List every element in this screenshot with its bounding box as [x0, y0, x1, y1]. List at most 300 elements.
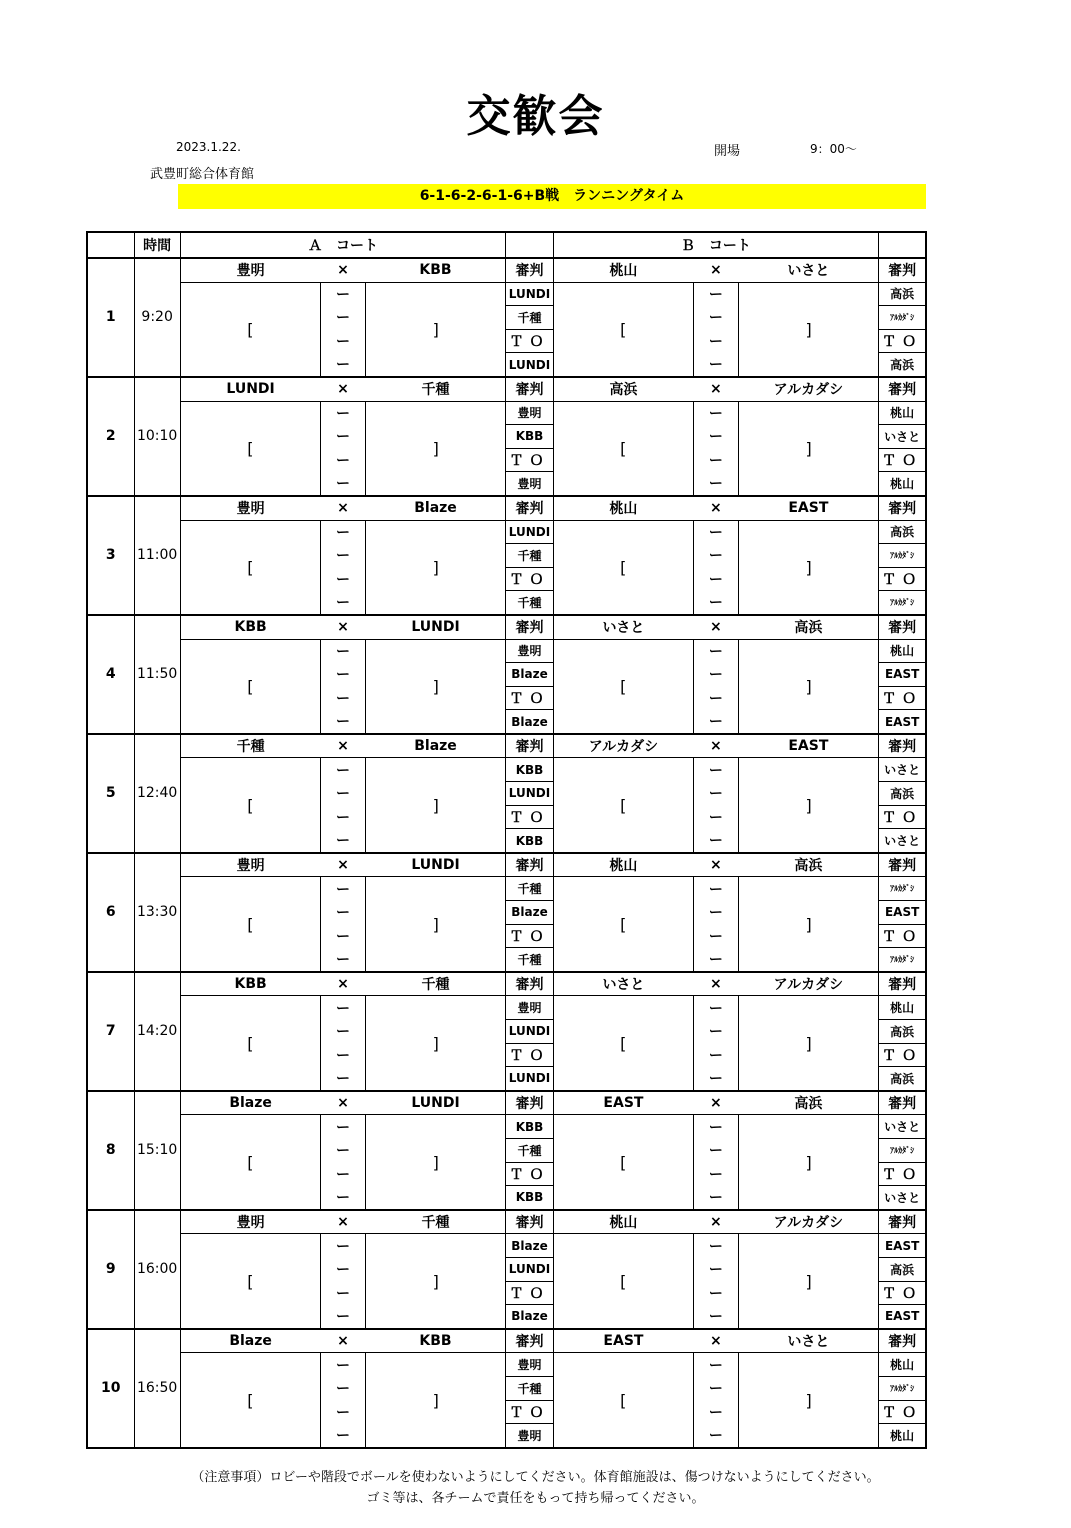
court-b-quarter-dash: ー — [708, 690, 723, 707]
court-a-to-label: ＴＯ — [506, 1162, 553, 1186]
court-b-quarter-dash: ー — [693, 520, 738, 544]
court-b-to-label: ＴＯ — [879, 805, 926, 829]
court-b-quarter-dash: ー — [708, 1285, 723, 1302]
court-a-home-team: LUNDI — [180, 377, 320, 401]
court-b-quarter-dash: ー — [708, 572, 723, 589]
court-a-referee-2: LUNDI — [506, 1020, 553, 1044]
court-b-quarter-dash: ー — [708, 809, 723, 826]
court-b-quarter-dash: ー — [693, 877, 738, 901]
court-a-quarter-dash: ー — [336, 786, 351, 803]
game-time: 11:00 — [134, 496, 180, 615]
court-b-referee-2: EAST — [879, 901, 926, 925]
score-row — [87, 1353, 926, 1377]
court-a-to-label: ＴＯ — [506, 329, 553, 353]
game-number: 5 — [87, 734, 134, 853]
header-time: 時間 — [134, 232, 180, 258]
game-row — [87, 1210, 926, 1234]
event-date: 2023.1.22. — [176, 140, 241, 154]
court-b-home-team: EAST — [553, 1091, 693, 1115]
court-a-to-team: 千種 — [506, 948, 553, 972]
court-a-score-left-bracket: [ — [180, 1234, 320, 1329]
court-b-referee-2: EAST — [879, 663, 926, 687]
game-time: 13:30 — [134, 853, 180, 972]
court-b-to-label: ＴＯ — [879, 448, 926, 472]
court-b-quarter-dash: ー — [693, 1424, 738, 1448]
court-a-referee-1: 豊明 — [506, 639, 553, 663]
venue: 武豊町総合体育館 — [150, 167, 255, 182]
court-b-vs: × — [693, 734, 738, 758]
score-row — [87, 1115, 926, 1139]
court-a-quarter-dash: ー — [321, 829, 366, 853]
court-b-quarter-dash: ー — [708, 1381, 723, 1398]
court-a-quarter-dash: ー — [336, 905, 351, 922]
court-b-vs: × — [693, 377, 738, 401]
court-a-referee-2: 千種 — [506, 1138, 553, 1162]
notice-line-2: ゴミ等は、各チームで責任をもって持ち帰ってください。 — [366, 1491, 705, 1506]
court-b-referee-2: ｱﾙｶﾀﾞｼ — [879, 306, 926, 330]
court-a-referee-header: 審判 — [506, 1210, 553, 1234]
court-a-vs: × — [321, 1091, 366, 1115]
court-a-score-left-bracket: [ — [180, 1115, 320, 1210]
court-b-home-team: いさと — [553, 972, 693, 996]
court-a-to-label: ＴＯ — [506, 805, 553, 829]
court-b-quarter-dash: ー — [708, 310, 723, 327]
court-a-to-team: LUNDI — [506, 1067, 553, 1091]
court-b-quarter-dash: ー — [693, 710, 738, 734]
game-number: 4 — [87, 615, 134, 734]
court-b-score-left-bracket: [ — [553, 639, 693, 734]
court-b-quarter-dash: ー — [693, 353, 738, 377]
court-a-vs: × — [321, 258, 366, 282]
schedule-table — [86, 231, 927, 1449]
court-b-to-label: ＴＯ — [879, 1281, 926, 1305]
court-a-quarter-dash: ー — [336, 1262, 351, 1279]
court-b-quarter-dash: ー — [693, 282, 738, 306]
game-time: 16:50 — [134, 1329, 180, 1448]
court-b-referee-2: ｱﾙｶﾀﾞｼ — [879, 1376, 926, 1400]
court-a-quarter-dash: ー — [321, 282, 366, 306]
court-b-quarter-dash: ー — [693, 591, 738, 615]
game-row — [87, 258, 926, 282]
court-b-to-team: EAST — [879, 1305, 926, 1329]
court-a-quarter-dash: ー — [336, 809, 351, 826]
court-b-away-team: EAST — [738, 496, 878, 520]
court-b-quarter-dash: ー — [693, 1067, 738, 1091]
court-a-to-label: ＴＯ — [506, 686, 553, 710]
court-a-score-right-bracket: ] — [366, 996, 506, 1091]
court-a-score-right-bracket: ] — [366, 639, 506, 734]
court-b-quarter-dash: ー — [708, 453, 723, 470]
court-a-referee-header: 審判 — [506, 496, 553, 520]
court-b-vs: × — [693, 1329, 738, 1353]
court-b-score-right-bracket: ] — [738, 996, 878, 1091]
court-b-referee-header: 審判 — [879, 1091, 926, 1115]
court-a-home-team: 豊明 — [180, 258, 320, 282]
court-b-quarter-dash: ー — [693, 1234, 738, 1258]
court-b-to-team: いさと — [879, 829, 926, 853]
court-b-referee-1: いさと — [879, 1115, 926, 1139]
game-time: 15:10 — [134, 1091, 180, 1210]
court-b-away-team: 高浜 — [738, 615, 878, 639]
court-a-quarter-dash: ー — [336, 429, 351, 446]
game-row — [87, 615, 926, 639]
game-number: 10 — [87, 1329, 134, 1448]
court-a-quarter-dash: ー — [336, 1404, 351, 1421]
court-b-quarter-dash: ー — [693, 829, 738, 853]
court-b-referee-1: 桃山 — [879, 1353, 926, 1377]
court-a-referee-1: KBB — [506, 758, 553, 782]
court-a-away-team: LUNDI — [366, 615, 506, 639]
court-b-referee-1: 桃山 — [879, 639, 926, 663]
court-a-to-team: Blaze — [506, 710, 553, 734]
court-a-quarter-dash: ー — [336, 310, 351, 327]
court-a-away-team: 千種 — [366, 972, 506, 996]
court-b-quarter-dash: ー — [693, 996, 738, 1020]
header-ref-a — [506, 232, 553, 258]
court-b-home-team: 桃山 — [553, 258, 693, 282]
game-row — [87, 972, 926, 996]
court-a-away-team: 千種 — [366, 377, 506, 401]
court-a-referee-2: LUNDI — [506, 782, 553, 806]
court-b-quarter-dash: ー — [693, 401, 738, 425]
court-a-quarter-dash: ー — [321, 472, 366, 496]
score-row — [87, 639, 926, 663]
court-b-referee-header: 審判 — [879, 496, 926, 520]
court-a-quarter-dash: ー — [321, 1115, 366, 1139]
court-a-away-team: 千種 — [366, 1210, 506, 1234]
court-b-quarter-dash: ー — [708, 1166, 723, 1183]
score-row — [87, 758, 926, 782]
court-b-quarter-dash: ー — [708, 548, 723, 565]
header-court-a: Ａ コート — [180, 232, 506, 258]
court-b-to-label: ＴＯ — [879, 1400, 926, 1424]
court-a-quarter-dash: ー — [321, 353, 366, 377]
court-a-to-team: 豊明 — [506, 1424, 553, 1448]
court-b-home-team: 桃山 — [553, 853, 693, 877]
court-b-home-team: 高浜 — [553, 377, 693, 401]
court-a-score-right-bracket: ] — [366, 758, 506, 853]
court-b-quarter-dash: ー — [708, 1143, 723, 1160]
court-a-referee-2: KBB — [506, 425, 553, 449]
court-b-referee-2: ｱﾙｶﾀﾞｼ — [879, 1138, 926, 1162]
court-a-to-team: KBB — [506, 1186, 553, 1210]
court-b-to-team: EAST — [879, 710, 926, 734]
court-b-score-right-bracket: ] — [738, 1353, 878, 1448]
court-a-vs: × — [321, 377, 366, 401]
game-number: 1 — [87, 258, 134, 377]
court-a-home-team: 豊明 — [180, 1210, 320, 1234]
court-b-vs: × — [693, 972, 738, 996]
court-b-quarter-dash: ー — [708, 429, 723, 446]
court-b-away-team: いさと — [738, 1329, 878, 1353]
court-b-to-label: ＴＯ — [879, 686, 926, 710]
court-a-score-left-bracket: [ — [180, 520, 320, 615]
court-b-quarter-dash: ー — [708, 667, 723, 684]
court-a-to-label: ＴＯ — [506, 567, 553, 591]
score-row — [87, 282, 926, 306]
court-a-to-team: KBB — [506, 829, 553, 853]
court-a-quarter-dash: ー — [321, 758, 366, 782]
court-a-quarter-dash: ー — [336, 1047, 351, 1064]
court-b-to-label: ＴＯ — [879, 924, 926, 948]
court-a-away-team: KBB — [366, 1329, 506, 1353]
court-a-score-left-bracket: [ — [180, 639, 320, 734]
court-b-away-team: アルカダシ — [738, 377, 878, 401]
court-b-away-team: いさと — [738, 258, 878, 282]
court-a-vs: × — [321, 853, 366, 877]
court-a-referee-2: Blaze — [506, 901, 553, 925]
game-time: 10:10 — [134, 377, 180, 496]
court-b-score-right-bracket: ] — [738, 520, 878, 615]
court-b-to-team: 桃山 — [879, 1424, 926, 1448]
header-court-b: Ｂ コート — [553, 232, 879, 258]
court-a-to-team: Blaze — [506, 1305, 553, 1329]
court-a-score-right-bracket: ] — [366, 1234, 506, 1329]
court-b-to-label: ＴＯ — [879, 567, 926, 591]
court-a-referee-1: 豊明 — [506, 401, 553, 425]
court-b-quarter-dash: ー — [693, 1186, 738, 1210]
court-a-to-label: ＴＯ — [506, 1281, 553, 1305]
court-b-away-team: 高浜 — [738, 1091, 878, 1115]
court-a-vs: × — [321, 1329, 366, 1353]
court-a-referee-1: KBB — [506, 1115, 553, 1139]
court-b-away-team: アルカダシ — [738, 972, 878, 996]
court-a-quarter-dash: ー — [321, 639, 366, 663]
court-a-to-label: ＴＯ — [506, 448, 553, 472]
game-number: 8 — [87, 1091, 134, 1210]
game-row — [87, 1091, 926, 1115]
header-no — [87, 232, 134, 258]
court-b-to-team: いさと — [879, 1186, 926, 1210]
court-b-vs: × — [693, 615, 738, 639]
court-a-quarter-dash: ー — [321, 948, 366, 972]
court-a-quarter-dash: ー — [321, 1186, 366, 1210]
court-b-referee-2: 高浜 — [879, 1257, 926, 1281]
court-a-quarter-dash: ー — [336, 1143, 351, 1160]
court-b-quarter-dash: ー — [693, 1305, 738, 1329]
court-a-quarter-dash: ー — [321, 401, 366, 425]
game-number: 6 — [87, 853, 134, 972]
court-a-quarter-dash: ー — [336, 1285, 351, 1302]
court-a-vs: × — [321, 496, 366, 520]
score-row — [87, 1234, 926, 1258]
court-b-score-left-bracket: [ — [553, 877, 693, 972]
court-a-home-team: 豊明 — [180, 853, 320, 877]
court-b-referee-2: 高浜 — [879, 782, 926, 806]
court-b-score-right-bracket: ] — [738, 282, 878, 377]
court-a-quarter-dash: ー — [336, 1024, 351, 1041]
court-a-quarter-dash: ー — [336, 548, 351, 565]
game-row — [87, 1329, 926, 1353]
court-b-quarter-dash: ー — [693, 948, 738, 972]
court-a-score-left-bracket: [ — [180, 996, 320, 1091]
court-b-quarter-dash: ー — [708, 1047, 723, 1064]
score-row — [87, 520, 926, 544]
court-b-quarter-dash: ー — [708, 334, 723, 351]
court-a-to-team: 豊明 — [506, 472, 553, 496]
court-b-referee-header: 審判 — [879, 853, 926, 877]
game-time: 16:00 — [134, 1210, 180, 1329]
court-b-quarter-dash: ー — [708, 928, 723, 945]
game-number: 2 — [87, 377, 134, 496]
court-a-referee-2: 千種 — [506, 1376, 553, 1400]
game-time: 11:50 — [134, 615, 180, 734]
court-b-referee-header: 審判 — [879, 1210, 926, 1234]
court-b-quarter-dash: ー — [708, 786, 723, 803]
court-b-referee-1: いさと — [879, 758, 926, 782]
court-a-quarter-dash: ー — [336, 667, 351, 684]
court-b-score-right-bracket: ] — [738, 877, 878, 972]
game-row — [87, 853, 926, 877]
court-a-quarter-dash: ー — [336, 928, 351, 945]
court-b-quarter-dash: ー — [708, 1404, 723, 1421]
court-a-score-left-bracket: [ — [180, 758, 320, 853]
score-row — [87, 996, 926, 1020]
court-a-quarter-dash: ー — [321, 877, 366, 901]
court-a-quarter-dash: ー — [336, 1381, 351, 1398]
court-a-home-team: 豊明 — [180, 496, 320, 520]
court-a-quarter-dash: ー — [321, 710, 366, 734]
court-b-away-team: アルカダシ — [738, 1210, 878, 1234]
court-a-referee-1: LUNDI — [506, 520, 553, 544]
court-a-referee-header: 審判 — [506, 734, 553, 758]
court-a-to-label: ＴＯ — [506, 1043, 553, 1067]
court-b-score-left-bracket: [ — [553, 1353, 693, 1448]
court-b-vs: × — [693, 258, 738, 282]
court-a-score-right-bracket: ] — [366, 877, 506, 972]
court-b-vs: × — [693, 1210, 738, 1234]
court-a-quarter-dash: ー — [321, 520, 366, 544]
court-b-referee-header: 審判 — [879, 377, 926, 401]
court-a-quarter-dash: ー — [321, 1353, 366, 1377]
court-a-home-team: Blaze — [180, 1329, 320, 1353]
court-a-away-team: Blaze — [366, 734, 506, 758]
court-b-referee-header: 審判 — [879, 734, 926, 758]
court-a-quarter-dash: ー — [336, 572, 351, 589]
open-label: 開場 — [714, 144, 741, 159]
court-a-away-team: KBB — [366, 258, 506, 282]
court-b-referee-2: 高浜 — [879, 1020, 926, 1044]
court-b-score-left-bracket: [ — [553, 401, 693, 496]
court-a-score-left-bracket: [ — [180, 282, 320, 377]
court-b-home-team: 桃山 — [553, 496, 693, 520]
court-a-vs: × — [321, 1210, 366, 1234]
court-a-score-right-bracket: ] — [366, 1353, 506, 1448]
court-a-vs: × — [321, 972, 366, 996]
court-a-score-left-bracket: [ — [180, 877, 320, 972]
court-a-referee-2: Blaze — [506, 663, 553, 687]
score-row — [87, 401, 926, 425]
court-b-score-left-bracket: [ — [553, 758, 693, 853]
court-b-to-label: ＴＯ — [879, 329, 926, 353]
court-b-referee-1: 桃山 — [879, 996, 926, 1020]
court-a-to-label: ＴＯ — [506, 1400, 553, 1424]
court-a-quarter-dash: ー — [336, 334, 351, 351]
court-a-referee-2: 千種 — [506, 306, 553, 330]
court-b-score-left-bracket: [ — [553, 996, 693, 1091]
court-b-away-team: EAST — [738, 734, 878, 758]
court-b-score-left-bracket: [ — [553, 282, 693, 377]
court-b-to-team: ｱﾙｶﾀﾞｼ — [879, 591, 926, 615]
court-b-home-team: EAST — [553, 1329, 693, 1353]
court-b-referee-2: ｱﾙｶﾀﾞｼ — [879, 544, 926, 568]
court-b-quarter-dash: ー — [693, 639, 738, 663]
court-a-referee-header: 審判 — [506, 972, 553, 996]
court-b-referee-1: 高浜 — [879, 282, 926, 306]
court-b-referee-header: 審判 — [879, 258, 926, 282]
court-b-to-team: 高浜 — [879, 1067, 926, 1091]
game-number: 3 — [87, 496, 134, 615]
court-a-referee-header: 審判 — [506, 1329, 553, 1353]
court-a-score-right-bracket: ] — [366, 401, 506, 496]
court-a-referee-2: LUNDI — [506, 1257, 553, 1281]
court-b-quarter-dash: ー — [708, 1262, 723, 1279]
court-a-score-left-bracket: [ — [180, 401, 320, 496]
court-b-to-label: ＴＯ — [879, 1162, 926, 1186]
game-row — [87, 734, 926, 758]
court-b-score-left-bracket: [ — [553, 1234, 693, 1329]
header-row — [87, 232, 926, 258]
page-title: 交歓会 — [466, 91, 605, 142]
court-b-referee-header: 審判 — [879, 615, 926, 639]
court-a-score-left-bracket: [ — [180, 1353, 320, 1448]
court-a-referee-header: 審判 — [506, 615, 553, 639]
court-b-referee-1: ｱﾙｶﾀﾞｼ — [879, 877, 926, 901]
court-a-score-right-bracket: ] — [366, 282, 506, 377]
open-time: 9：00～ — [810, 142, 857, 156]
court-a-away-team: LUNDI — [366, 853, 506, 877]
court-b-vs: × — [693, 1091, 738, 1115]
court-a-referee-1: Blaze — [506, 1234, 553, 1258]
court-b-quarter-dash: ー — [693, 472, 738, 496]
court-a-score-right-bracket: ] — [366, 520, 506, 615]
court-a-quarter-dash: ー — [321, 591, 366, 615]
format-banner: 6-1-6-2-6-1-6+B戦 ランニングタイム — [178, 184, 926, 209]
court-b-referee-header: 審判 — [879, 1329, 926, 1353]
court-b-away-team: 高浜 — [738, 853, 878, 877]
court-a-away-team: Blaze — [366, 496, 506, 520]
court-a-home-team: KBB — [180, 972, 320, 996]
court-a-vs: × — [321, 615, 366, 639]
court-b-score-left-bracket: [ — [553, 520, 693, 615]
court-a-referee-1: 豊明 — [506, 996, 553, 1020]
court-b-referee-header: 審判 — [879, 972, 926, 996]
game-time: 12:40 — [134, 734, 180, 853]
game-time: 9:20 — [134, 258, 180, 377]
court-a-quarter-dash: ー — [321, 1305, 366, 1329]
court-b-to-team: 桃山 — [879, 472, 926, 496]
game-time: 14:20 — [134, 972, 180, 1091]
court-b-quarter-dash: ー — [708, 1024, 723, 1041]
court-b-vs: × — [693, 496, 738, 520]
game-number: 7 — [87, 972, 134, 1091]
court-a-to-team: 千種 — [506, 591, 553, 615]
notice-line-1: （注意事項）ロビーや階段でボールを使わないようにしてください。体育館施設は、傷つけないようにしてください。 — [191, 1470, 880, 1485]
court-a-quarter-dash: ー — [321, 1424, 366, 1448]
court-a-referee-header: 審判 — [506, 853, 553, 877]
court-a-referee-header: 審判 — [506, 377, 553, 401]
court-b-referee-2: いさと — [879, 425, 926, 449]
court-a-score-right-bracket: ] — [366, 1115, 506, 1210]
court-b-to-team: 高浜 — [879, 353, 926, 377]
court-b-referee-1: 桃山 — [879, 401, 926, 425]
court-b-score-left-bracket: [ — [553, 1115, 693, 1210]
court-b-home-team: いさと — [553, 615, 693, 639]
court-a-home-team: 千種 — [180, 734, 320, 758]
court-b-quarter-dash: ー — [693, 1115, 738, 1139]
court-a-home-team: Blaze — [180, 1091, 320, 1115]
court-b-score-right-bracket: ] — [738, 401, 878, 496]
